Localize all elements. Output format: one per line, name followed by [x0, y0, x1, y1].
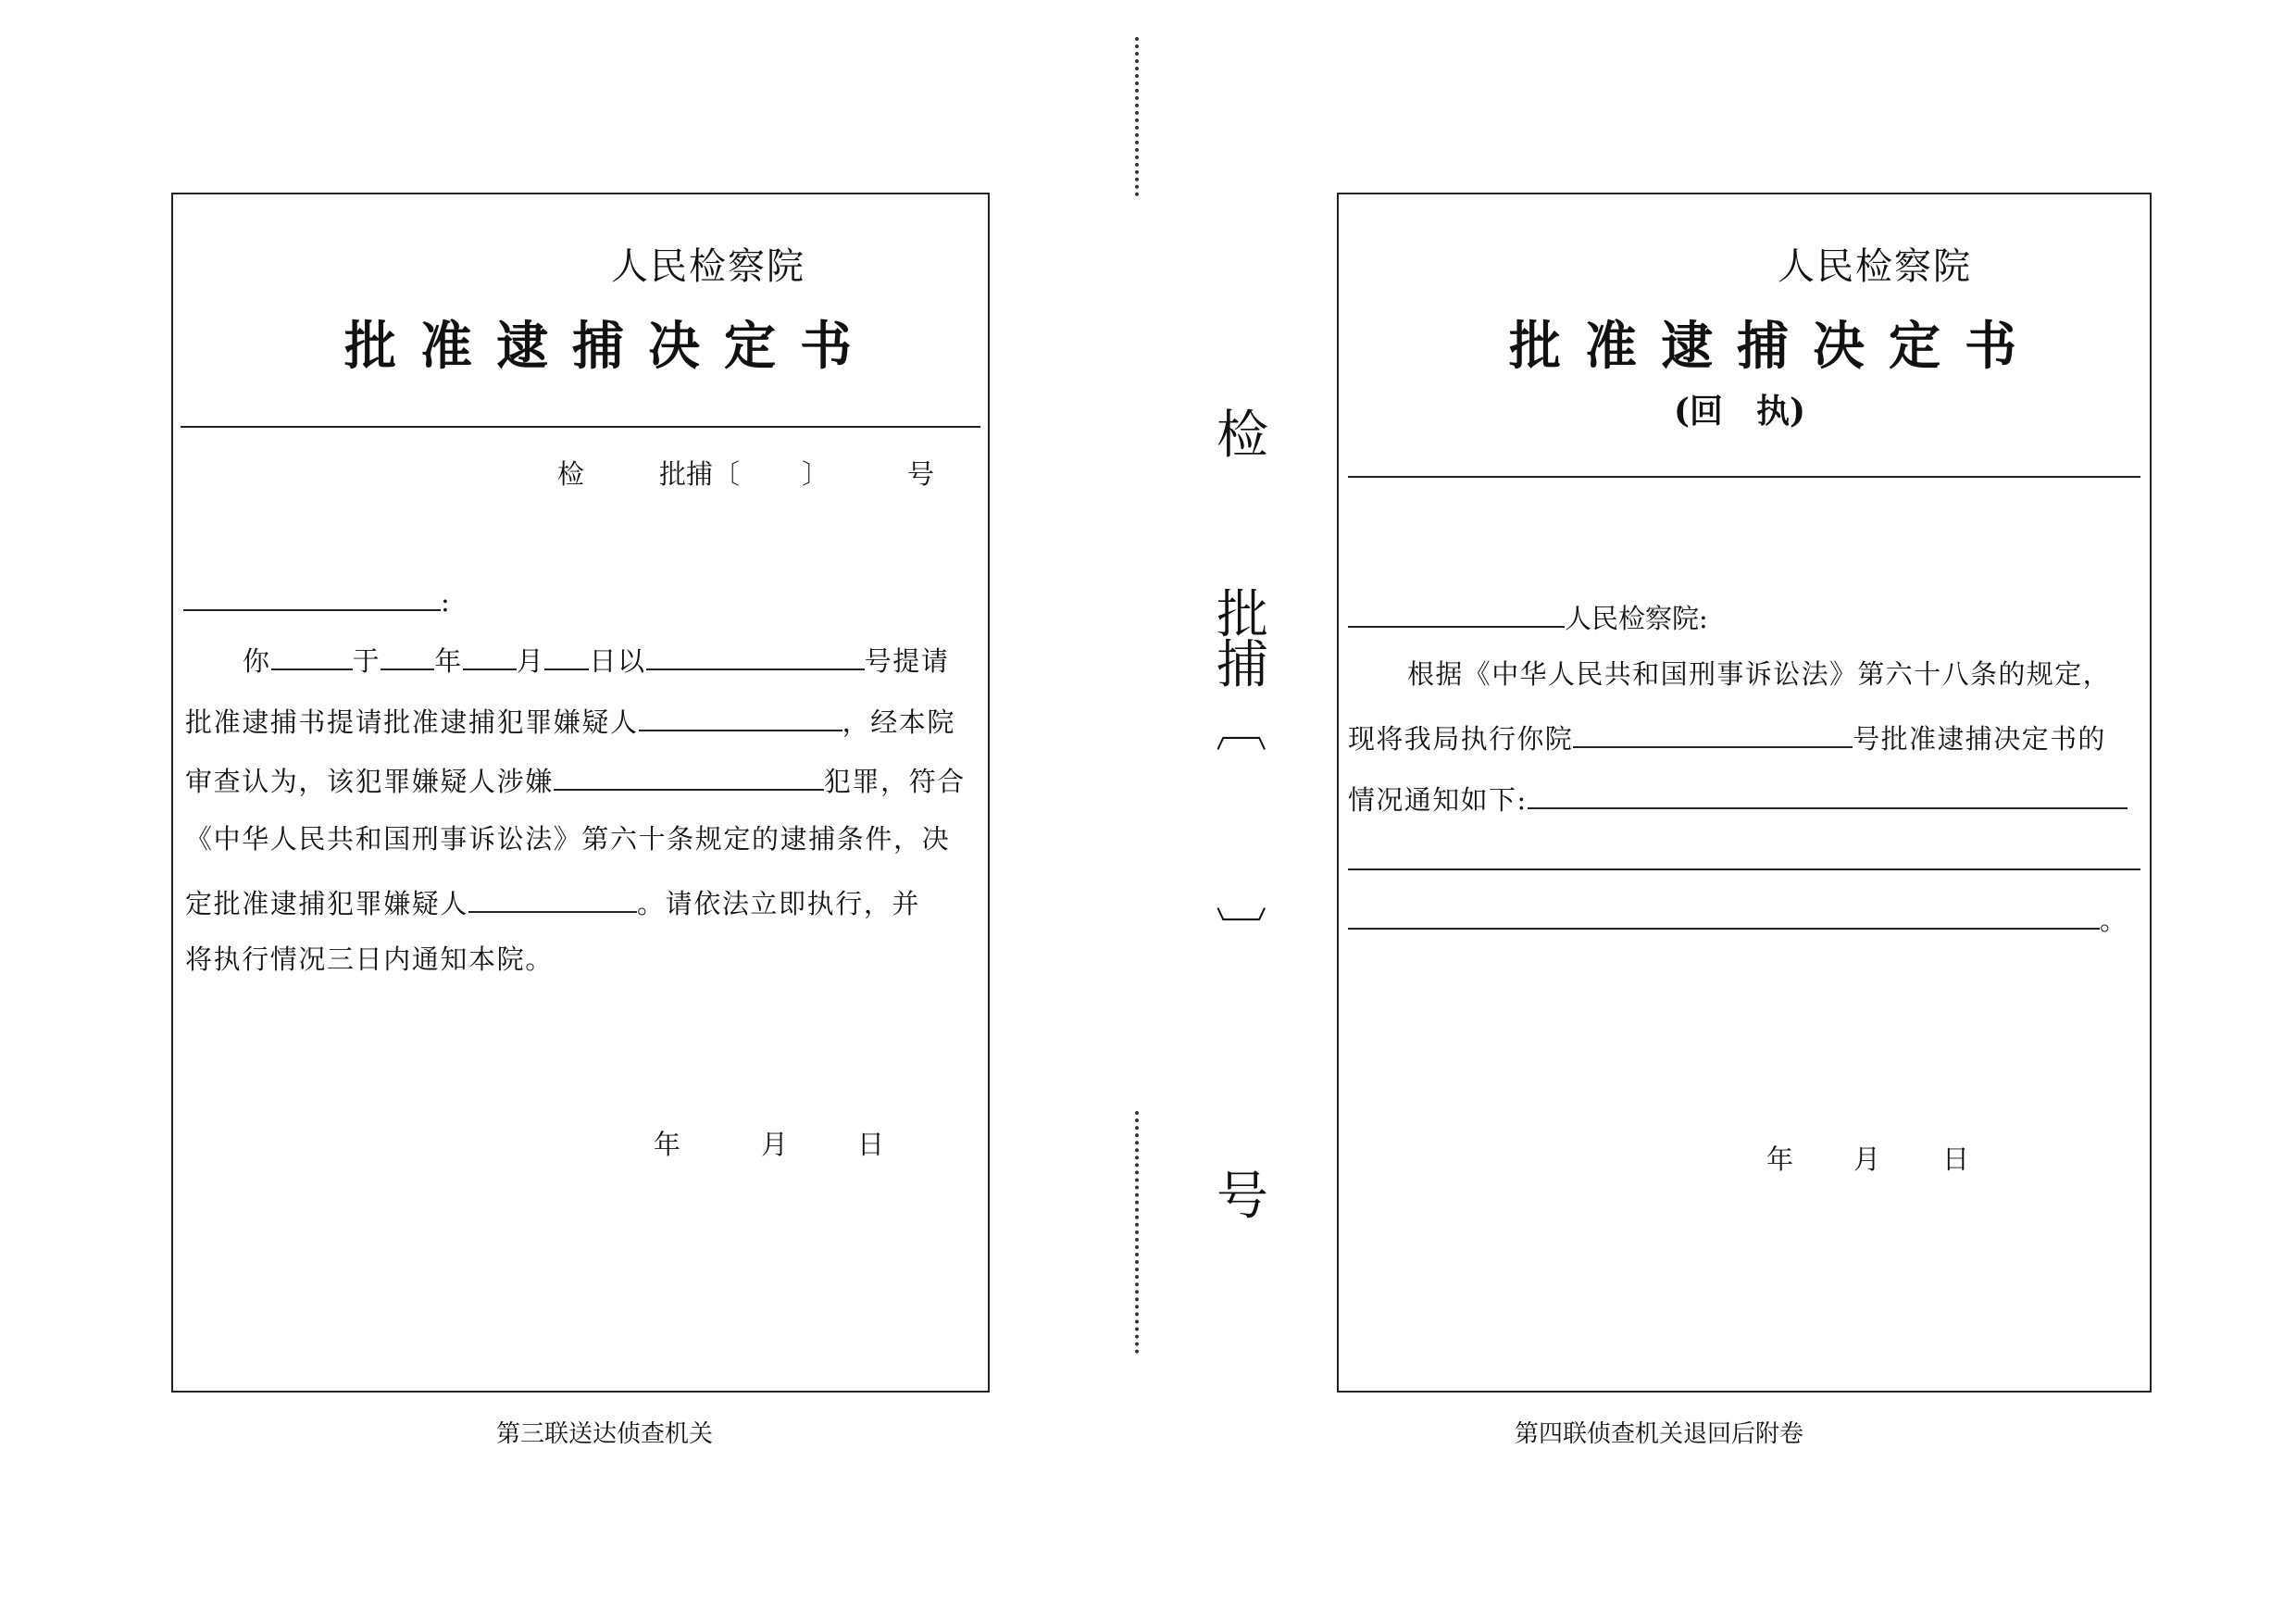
right-body-line-1: 根据《中华人民共和国刑事诉讼法》第六十八条的规定，: [1407, 658, 2112, 690]
right-title-rule: [1348, 476, 2140, 478]
left-body-line-2: 批准逮捕书提请批准逮捕犯罪嫌疑人 ，经本院: [185, 706, 956, 738]
right-org-name: 人民检察院: [1778, 245, 1972, 288]
right-date-year: 年: [1766, 1143, 1794, 1175]
right-body-line-3: 情况通知如下:: [1348, 783, 2128, 814]
right-date-month: 月: [1853, 1143, 1881, 1175]
left-form-title: 批准逮捕决定书: [344, 316, 876, 377]
case-pibu: 批捕〔: [659, 458, 741, 490]
suspect-blank-2[interactable]: [468, 887, 637, 913]
middle-char-pi: 批: [1217, 585, 1268, 645]
execution-blank-3[interactable]: [1348, 904, 2100, 930]
left-date-month: 月: [761, 1129, 789, 1160]
right-doc-number-blank[interactable]: [1573, 722, 1853, 748]
unit-blank[interactable]: [271, 644, 353, 670]
execution-blank-1[interactable]: [1528, 783, 2128, 809]
middle-char-hao: 号: [1217, 1167, 1268, 1227]
crime-blank[interactable]: [554, 765, 824, 791]
right-date-day: 日: [1942, 1143, 1970, 1175]
left-title-rule: [181, 426, 980, 428]
left-recipient-line: :: [183, 585, 450, 616]
left-body-line-5: 定批准逮捕犯罪嫌疑人 。请依法立即执行，并: [185, 888, 921, 919]
day-blank[interactable]: [544, 644, 589, 670]
left-body-line-4: 《中华人民共和国刑事诉讼法》第六十条规定的逮捕条件，决: [185, 823, 951, 855]
right-footer: 第四联侦查机关退回后附卷: [1515, 1420, 1804, 1448]
left-body-line-3: 审查认为，该犯罪嫌疑人涉嫌 犯罪，符合: [185, 766, 966, 797]
left-body-line-6: 将执行情况三日内通知本院。: [185, 943, 554, 975]
case-close: 〕: [802, 458, 830, 490]
suspect-blank-1[interactable]: [639, 706, 842, 731]
left-footer: 第三联送达侦查机关: [496, 1420, 714, 1448]
cut-line-bottom: [1135, 1111, 1139, 1354]
case-jian: 检: [557, 458, 585, 490]
left-org-name: 人民检察院: [611, 245, 805, 288]
middle-char-close-bracket: 〕: [1208, 906, 1268, 957]
left-date-year: 年: [654, 1129, 681, 1160]
right-body-line-5: 。: [1348, 904, 2127, 934]
right-recipient-line: 人民检察院:: [1348, 602, 1708, 632]
middle-char-bu: 捕: [1217, 635, 1268, 695]
right-subtitle: (回 执): [1674, 392, 1806, 431]
case-hao: 号: [907, 458, 935, 490]
execution-blank-2[interactable]: [1348, 868, 2140, 870]
year-blank[interactable]: [381, 644, 434, 670]
right-body-line-2: 现将我局执行你院 号批准逮捕决定书的: [1348, 723, 2106, 755]
recipient-blank[interactable]: [183, 585, 441, 611]
right-recipient-blank[interactable]: [1348, 602, 1565, 628]
middle-char-open-bracket: 〔: [1208, 700, 1268, 752]
left-date-day: 日: [857, 1129, 885, 1160]
month-blank[interactable]: [463, 644, 517, 670]
cut-line-top: [1135, 37, 1139, 196]
doc-number-blank[interactable]: [646, 644, 865, 670]
left-body-line-1: 你 于 年 月 日以 号提请: [243, 645, 950, 677]
right-form-title: 批准逮捕决定书: [1509, 316, 2040, 377]
middle-char-jian: 检: [1217, 406, 1268, 466]
